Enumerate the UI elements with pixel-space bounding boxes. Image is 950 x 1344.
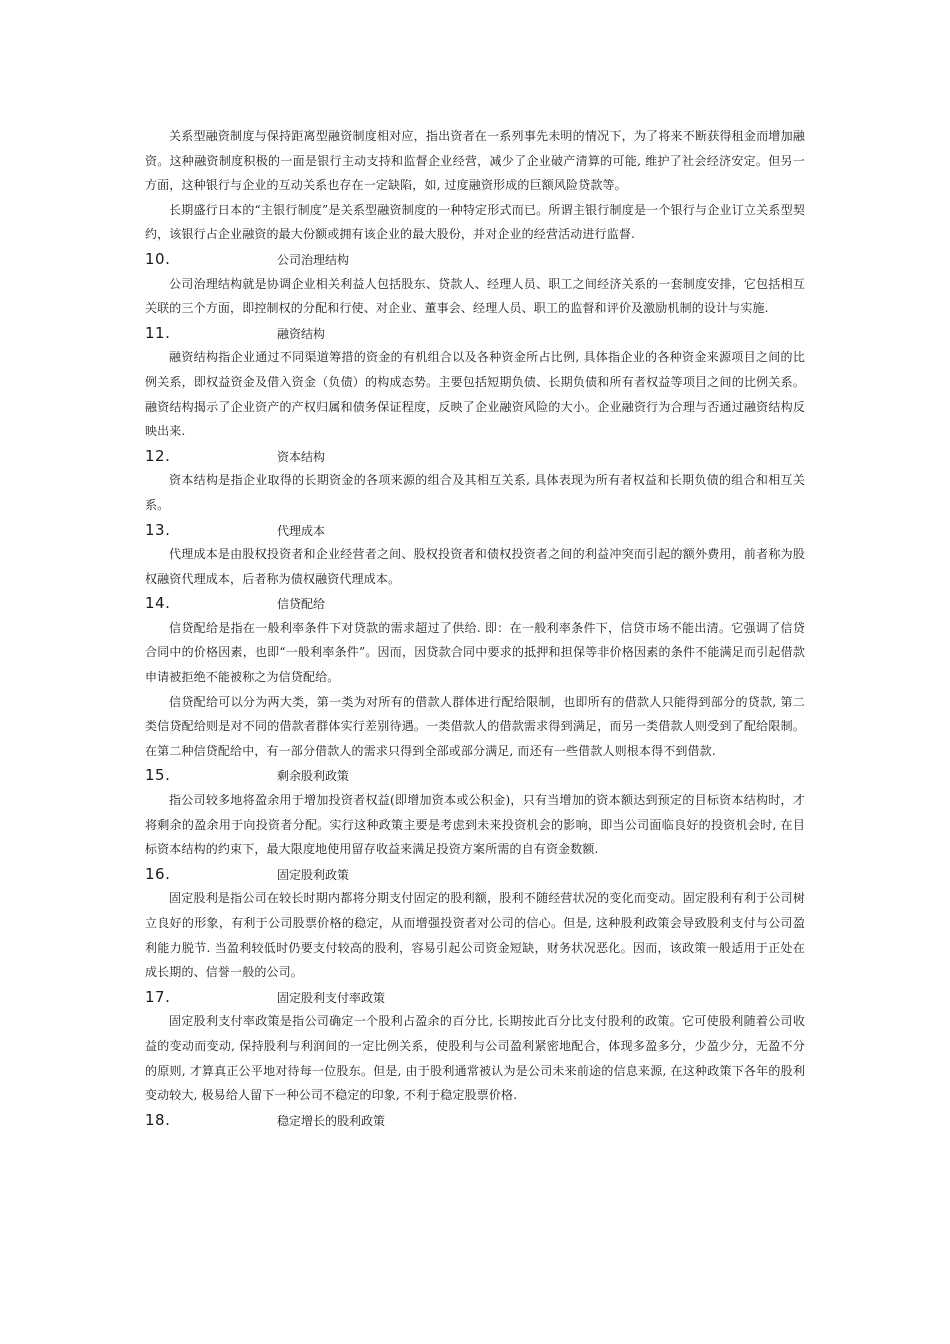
section-paragraph: 代理成本是由股权投资者和企业经营者之间、股权投资者和债权投资者之间的利益冲突而引起的额外费用，前者称为股权融资代理成本，后者称为债权融资代理成本。 [145, 547, 805, 586]
section-title: 固定股利支付率政策 [277, 990, 386, 1005]
section-number: 14. [145, 594, 171, 613]
section-heading [145, 247, 805, 272]
section-11 [145, 321, 805, 444]
section-15 [145, 763, 805, 861]
section-number: 13. [145, 520, 171, 539]
section-number: 11. [145, 323, 171, 342]
section-heading [145, 518, 805, 543]
section-13 [145, 518, 805, 592]
section-paragraph: 固定股利是指公司在较长时期内都将分期支付固定的股利额，股利不随经营状况的变化而变动。固定股利有利于公司树立良好的形象，有利于公司股票价格的稳定，从而增强投资者对公司的信心。但是, 这种股利政策会导致股利支付与公司盈利能力脱节. 当盈利较低时仍要支付较高的股利，容易引起公司资金短缺，财务状况恶化。因而，该政策一般适用于正处在成长期的、信誉一般的公司。 [145, 891, 805, 980]
section-heading [145, 1108, 805, 1133]
section-paragraph: 信贷配给是指在一般利率条件下对贷款的需求超过了供给. 即：在一般利率条件下，信贷市场不能出清。它强调了信贷合同中的价格因素，也即“一般利率条件”。因而，因贷款合同中要求的抵押和担保等非价格因素的条件不能满足而引起借款申请被拒绝不能被称之为信贷配给。 [145, 620, 805, 685]
section-title: 公司治理结构 [277, 252, 350, 267]
section-12 [145, 444, 805, 518]
section-heading [145, 591, 805, 616]
section-number: 16. [145, 864, 171, 883]
section-16 [145, 862, 805, 985]
section-10 [145, 247, 805, 321]
section-number: 15. [145, 766, 171, 785]
intro-paragraph: 长期盛行日本的“主银行制度”是关系型融资制度的一种特定形式而已。所谓主银行制度是一个银行与企业订立关系型契约，该银行占企业融资的最大份额或拥有该企业的最大股份，并对企业的经营活动进行监督. [145, 202, 805, 242]
section-title: 信贷配给 [277, 597, 326, 612]
section-heading [145, 862, 805, 887]
section-number: 17. [145, 987, 171, 1006]
section-number: 10. [145, 249, 171, 268]
section-heading [145, 985, 805, 1010]
section-title: 剩余股利政策 [277, 769, 350, 784]
section-number: 12. [145, 446, 171, 465]
section-title: 固定股利政策 [277, 867, 350, 882]
section-paragraph: 指公司较多地将盈余用于增加投资者权益(即增加资本或公积金)，只有当增加的资本额达到预定的目标资本结构时，才将剩余的盈余用于向投资者分配。实行这种政策主要是考虑到未来投资机会的影响，即当公司面临良好的投资机会时, 在目标资本结构的约束下，最大限度地使用留存收益来满足投资方案所需的自有资金数额. [145, 793, 805, 857]
section-heading [145, 321, 805, 346]
intro-paragraph: 关系型融资制度与保持距离型融资制度相对应，指出资者在一系列事先未明的情况下，为了将来不断获得租金而增加融资。这种融资制度积极的一面是银行主动支持和监督企业经营，减少了企业破产清算的可能, 维护了社会经济安定。但另一方面，这种银行与企业的互动关系也存在一定缺陷，如, 过度融资形成的巨额风险贷款等。 [145, 129, 805, 193]
section-paragraph: 固定股利支付率政策是指公司确定一个股利占盈余的百分比, 长期按此百分比支付股利的政策。它可使股利随着公司收益的变动而变动, 保持股利与利润间的一定比例关系，使股利与公司盈利紧密地配合，体现多盈多分，少盈少分，无盈不分的原则, 才算真正公平地对待每一位股东。但是, 由于股利通常被认为是公司未来前途的信息来源, 在这种政策下各年的股利变动较大, 极易给人留下一种公司不稳定的印象, 不利于稳定股票价格. [145, 1014, 805, 1103]
document-page [145, 124, 805, 1132]
section-paragraph: 公司治理结构就是协调企业相关利益人包括股东、贷款人、经理人员、职工之间经济关系的一套制度安排，它包括相互关联的三个方面，即控制权的分配和行使、对企业、董事会、经理人员、职工的监督和评价及激励机制的设计与实施. [145, 276, 805, 316]
section-title: 融资结构 [277, 326, 326, 341]
section-18 [145, 1108, 805, 1133]
section-paragraph: 信贷配给可以分为两大类，第一类为对所有的借款人群体进行配给限制，也即所有的借款人只能得到部分的贷款, 第二类信贷配给则是对不同的借款者群体实行差别待遇。一类借款人的借款需求得到满足，而另一类借款人则受到了配给限制。在第二种信贷配给中，有一部分借款人的需求只得到全部或部分满足, 而还有一些借款人则根本得不到借款. [145, 694, 805, 758]
section-title: 代理成本 [277, 523, 326, 538]
section-title: 资本结构 [277, 449, 326, 464]
section-heading [145, 763, 805, 788]
section-title: 稳定增长的股利政策 [277, 1113, 386, 1128]
section-heading [145, 444, 805, 469]
section-number: 18. [145, 1110, 171, 1129]
section-paragraph: 资本结构是指企业取得的长期资金的各项来源的组合及其相互关系, 具体表现为所有者权益和长期负债的组合和相互关系。 [145, 473, 805, 512]
section-paragraph: 融资结构指企业通过不同渠道筹措的资金的有机组合以及各种资金所占比例, 具体指企业的各种资金来源项目之间的比例关系，即权益资金及借入资金（负债）的构成态势。主要包括短期负债、长期负债和所有者权益等项目之间的比例关系。融资结构揭示了企业资产的产权归属和债务保证程度，反映了企业融资风险的大小。企业融资行为合理与否通过融资结构反映出来. [145, 350, 805, 439]
section-14 [145, 591, 805, 763]
section-17 [145, 985, 805, 1108]
